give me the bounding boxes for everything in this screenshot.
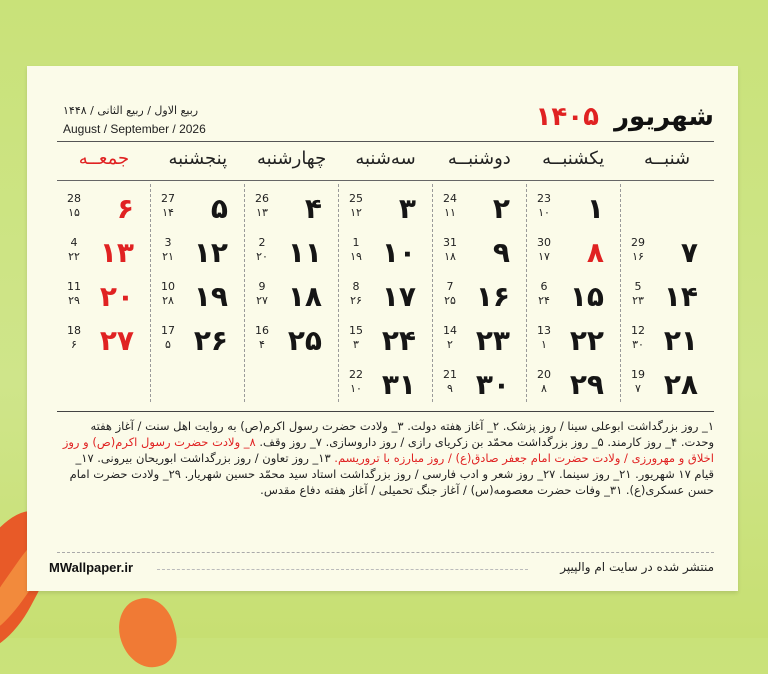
day-cell[interactable]: [527, 318, 620, 362]
hijri-day: ۲۸: [162, 294, 174, 307]
hijri-day: ۴: [259, 338, 265, 351]
day-cell[interactable]: [527, 230, 620, 274]
jalali-day: ۲۶: [193, 324, 228, 357]
jalali-day: ۱۴: [663, 280, 698, 313]
jalali-day: ۲۰: [99, 280, 134, 313]
secondary-dates: [533, 192, 555, 220]
day-cell[interactable]: [339, 362, 432, 406]
jalali-day: ۱۲: [193, 236, 228, 269]
hijri-day: ۱۸: [444, 250, 456, 263]
day-cell[interactable]: [527, 274, 620, 318]
jalali-day: ۱۹: [193, 280, 228, 313]
weekday-label: جمعــه: [78, 148, 130, 169]
hijri-day: ۹: [447, 382, 453, 395]
divider: [57, 180, 714, 181]
gregorian-day: 13: [537, 324, 551, 337]
hijri-day: ۵: [165, 338, 171, 351]
gregorian-day: 3: [164, 236, 172, 249]
day-cell[interactable]: [433, 318, 526, 362]
jalali-day: ۲۷: [99, 324, 134, 357]
jalali-day: ۱۵: [569, 280, 604, 313]
day-cell[interactable]: [57, 186, 150, 230]
secondary-dates: [439, 280, 461, 308]
jalali-day: ۴: [304, 192, 322, 225]
jalali-day: ۳۱: [381, 368, 416, 401]
published-note: منتشر شده در سایت ام والپیپر: [560, 560, 714, 574]
secondary-dates: [251, 324, 273, 352]
calendar-grid: [57, 184, 714, 402]
day-cell[interactable]: [433, 186, 526, 230]
gregorian-day: 11: [67, 280, 81, 293]
jalali-day: ۲۳: [475, 324, 510, 357]
weekday-label: شنبــه: [643, 148, 691, 169]
secondary-dates: [627, 236, 649, 264]
jalali-day: ۱۸: [287, 280, 322, 313]
secondary-dates: [439, 324, 461, 352]
day-cell[interactable]: [339, 230, 432, 274]
secondary-dates: [251, 192, 273, 220]
secondary-dates: [251, 236, 273, 264]
hijri-day: ۱۰: [538, 206, 550, 219]
gregorian-day: 7: [446, 280, 454, 293]
day-cell[interactable]: [339, 274, 432, 318]
orange-petal-decoration: [112, 592, 183, 674]
day-cell[interactable]: [621, 362, 714, 406]
secondary-dates: [251, 280, 273, 308]
day-column: [432, 184, 526, 402]
jalali-day: ۳: [398, 192, 416, 225]
jalali-day: ۲۹: [569, 368, 604, 401]
weekday-label: دوشنبــه: [447, 148, 511, 169]
gregorian-day: 17: [161, 324, 175, 337]
hijri-day: ۱۷: [538, 250, 550, 263]
gregorian-day: 8: [352, 280, 360, 293]
hijri-months: ربیع الاول / ربیع الثانی / ۱۴۴۸: [63, 104, 199, 117]
gregorian-day: 22: [349, 368, 363, 381]
hijri-day: ۲۳: [632, 294, 644, 307]
gregorian-day: 30: [537, 236, 551, 249]
jalali-day: ۱۳: [99, 236, 134, 269]
gregorian-months: August / September / 2026: [63, 122, 206, 136]
secondary-dates: [157, 280, 179, 308]
day-column: [244, 184, 338, 402]
day-cell[interactable]: [433, 274, 526, 318]
secondary-dates: [533, 368, 555, 396]
hijri-day: ۲۱: [162, 250, 174, 263]
gregorian-day: 21: [443, 368, 457, 381]
gregorian-day: 28: [67, 192, 81, 205]
day-cell[interactable]: [433, 362, 526, 406]
day-column: [620, 184, 714, 402]
divider: [157, 569, 528, 570]
day-column: [57, 184, 150, 402]
weekday-label: سه‌شنبه: [355, 148, 416, 169]
day-column: [526, 184, 620, 402]
day-cell[interactable]: [245, 318, 338, 362]
jalali-day: ۹: [492, 236, 510, 269]
hijri-day: ۳۰: [632, 338, 644, 351]
gregorian-day: 2: [258, 236, 266, 249]
gregorian-day: 19: [631, 368, 645, 381]
gregorian-day: 18: [67, 324, 81, 337]
hijri-day: ۲۶: [350, 294, 362, 307]
hijri-day: ۲۴: [538, 294, 550, 307]
secondary-dates: [533, 280, 555, 308]
gregorian-day: 26: [255, 192, 269, 205]
gregorian-day: 10: [161, 280, 175, 293]
secondary-dates: [345, 236, 367, 264]
secondary-dates: [345, 324, 367, 352]
day-cell[interactable]: [151, 318, 244, 362]
events-holiday-text: ۸_ ولادت حضرت رسول اکرم(ص) و روز اخلاق و مهرورزی / ولادت حضرت امام جعفر صادق(ع) / روز مبارزه با تروریسم.: [62, 435, 714, 465]
day-cell[interactable]: [57, 274, 150, 318]
gregorian-day: 15: [349, 324, 363, 337]
day-cell[interactable]: [151, 230, 244, 274]
gregorian-day: 24: [443, 192, 457, 205]
divider: [57, 141, 714, 142]
events-text: ۱_ روز بزرگداشت ابوعلی سینا / روز پزشک. ۲_ آغاز هفته دولت. ۳_ ولادت حضرت رسول اکرم(ص) به روایت اهل سنت / آغاز هفته وحدت.: [90, 419, 714, 449]
hijri-day: ۲۷: [256, 294, 268, 307]
jalali-day: ۱: [586, 192, 604, 225]
hijri-day: ۱۴: [162, 206, 174, 219]
gregorian-day: 6: [540, 280, 548, 293]
secondary-dates: [63, 324, 85, 352]
weekday-label: چهارشنبه: [257, 148, 327, 169]
secondary-dates: [533, 236, 555, 264]
gregorian-day: 29: [631, 236, 645, 249]
day-cell[interactable]: [339, 318, 432, 362]
gregorian-day: 27: [161, 192, 175, 205]
hijri-day: ۱۲: [350, 206, 362, 219]
day-cell[interactable]: [57, 230, 150, 274]
weekday-header: [57, 148, 714, 174]
secondary-dates: [63, 280, 85, 308]
day-cell[interactable]: [151, 186, 244, 230]
jalali-day: ۲۵: [287, 324, 322, 357]
calendar-card: [27, 66, 738, 591]
hijri-day: ۲۲: [68, 250, 80, 263]
secondary-dates: [345, 368, 367, 396]
jalali-day: ۱۷: [381, 280, 416, 313]
hijri-day: ۳: [353, 338, 359, 351]
day-cell[interactable]: [621, 230, 714, 274]
jalali-day: ۱۰: [381, 236, 416, 269]
jalali-day: ۱۱: [287, 236, 322, 269]
secondary-dates: [439, 368, 461, 396]
day-cell[interactable]: [339, 186, 432, 230]
day-cell[interactable]: [527, 186, 620, 230]
hijri-day: ۱: [541, 338, 547, 351]
day-cell[interactable]: [245, 186, 338, 230]
gregorian-day: 5: [634, 280, 642, 293]
hijri-day: ۲۹: [68, 294, 80, 307]
secondary-dates: [627, 368, 649, 396]
gregorian-day: 16: [255, 324, 269, 337]
jalali-day: ۳۰: [475, 368, 510, 401]
jalali-day: ۲۱: [663, 324, 698, 357]
secondary-dates: [157, 324, 179, 352]
gregorian-day: 14: [443, 324, 457, 337]
day-cell[interactable]: [527, 362, 620, 406]
jalali-day: ۲۴: [381, 324, 416, 357]
jalali-day: ۷: [680, 236, 698, 269]
divider: [57, 552, 714, 553]
gregorian-day: 4: [70, 236, 78, 249]
day-cell[interactable]: [57, 318, 150, 362]
secondary-dates: [157, 236, 179, 264]
weekday-label: یکشنبــه: [542, 148, 605, 169]
jalali-day: ۲: [492, 192, 510, 225]
jalali-day: ۱۶: [475, 280, 510, 313]
events-list: [57, 418, 714, 498]
gregorian-day: 23: [537, 192, 551, 205]
jalali-day: ۶: [116, 192, 134, 225]
jalali-day: ۲۲: [569, 324, 604, 357]
day-cell[interactable]: [621, 318, 714, 362]
secondary-dates: [63, 236, 85, 264]
secondary-dates: [439, 192, 461, 220]
hijri-day: ۱۶: [632, 250, 644, 263]
day-cell[interactable]: [151, 274, 244, 318]
hijri-day: ۷: [635, 382, 641, 395]
weekday-label: پنجشنبه: [168, 148, 228, 169]
hijri-day: ۶: [71, 338, 77, 351]
gregorian-day: 9: [258, 280, 266, 293]
month-name: شهریور: [614, 102, 714, 132]
day-cell[interactable]: [433, 230, 526, 274]
hijri-day: ۲۰: [256, 250, 268, 263]
secondary-dates: [345, 192, 367, 220]
hijri-day: ۲۵: [444, 294, 456, 307]
hijri-day: ۸: [541, 382, 547, 395]
secondary-dates: [157, 192, 179, 220]
jalali-day: ۸: [586, 236, 604, 269]
jalali-day: ۵: [210, 192, 228, 225]
gregorian-day: 31: [443, 236, 457, 249]
hijri-day: ۱۰: [350, 382, 362, 395]
month-title: [536, 102, 714, 132]
gregorian-day: 20: [537, 368, 551, 381]
secondary-dates: [345, 280, 367, 308]
day-cell[interactable]: [245, 230, 338, 274]
gregorian-day: 25: [349, 192, 363, 205]
hijri-day: ۲: [447, 338, 453, 351]
secondary-dates: [627, 324, 649, 352]
secondary-dates: [439, 236, 461, 264]
hijri-day: ۱۱: [444, 206, 456, 219]
gregorian-day: 1: [352, 236, 360, 249]
events-text: ۱۳_ روز تعاون / روز بزرگداشت ابوریحان بیرونی. ۱۷_ قیام ۱۷ شهریور. ۲۱_ روز سینما. ۲۷_ روز شعر و ادب فارسی / روز بزرگداشت استاد سید محمّد حسین شهریار. ۲۹_ ولادت حضرت امام حسن عسکری(ع). ۳۱_ وفات حضرت معصومه(س) / آغاز جنگ تحمیلی / آغاز هفته دفاع مقدس.: [69, 451, 714, 497]
hijri-day: ۱۳: [256, 206, 268, 219]
secondary-dates: [533, 324, 555, 352]
gregorian-day: 12: [631, 324, 645, 337]
day-cell[interactable]: [621, 274, 714, 318]
secondary-dates: [63, 192, 85, 220]
year-number: ۱۴۰۵: [535, 102, 599, 132]
site-link[interactable]: MWallpaper.ir: [49, 560, 134, 575]
divider: [57, 411, 714, 412]
day-column: [338, 184, 432, 402]
day-cell[interactable]: [245, 274, 338, 318]
day-column: [150, 184, 244, 402]
hijri-day: ۱۵: [68, 206, 80, 219]
jalali-day: ۲۸: [663, 368, 698, 401]
secondary-dates: [627, 280, 649, 308]
hijri-day: ۱۹: [350, 250, 362, 263]
events-text: ۴_ روز کارمند. ۵_ روز بزرگداشت محمّد بن زکریای رازی / روز داروسازی. ۷_ روز وقف.: [259, 435, 678, 449]
